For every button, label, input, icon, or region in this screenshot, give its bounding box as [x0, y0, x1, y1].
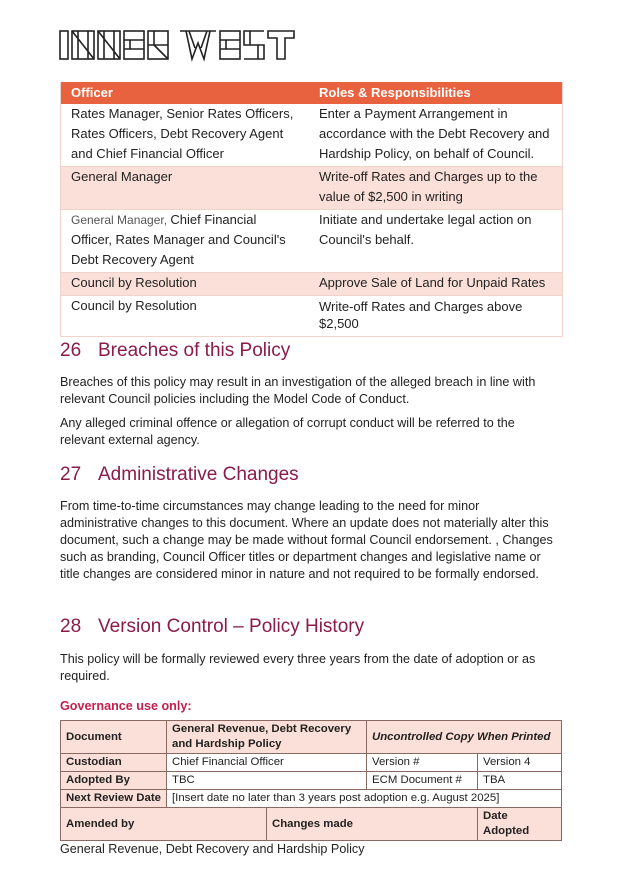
section-number: 26	[60, 340, 82, 361]
section-number: 27	[60, 464, 82, 485]
role-cell: Write-off Rates and Charges up to the value of $2,500 in writing	[309, 167, 563, 210]
officer-cell: General Manager	[61, 167, 310, 210]
custodian-value: Chief Financial Officer	[167, 754, 367, 772]
inner-west-logo	[58, 28, 298, 62]
section-number: 28	[60, 616, 82, 637]
table-row	[61, 721, 562, 754]
section-heading-27	[60, 464, 299, 486]
ecm-label: ECM Document #	[367, 772, 478, 790]
officer-cell: Rates Manager, Senior Rates Officers, Rates Officers, Debt Recovery Agent and Chief Financial Officer	[61, 104, 310, 167]
version-value: Version 4	[478, 754, 562, 772]
review-label: Next Review Date	[61, 790, 167, 808]
custodian-label: Custodian	[61, 754, 167, 772]
adopted-value: TBC	[167, 772, 367, 790]
table-row	[61, 754, 562, 772]
officer-cell: Council by Resolution	[61, 296, 310, 337]
table-row	[61, 772, 562, 790]
changes-label: Changes made	[266, 808, 477, 841]
section-title: Administrative Changes	[98, 464, 299, 485]
officer-cell: Council by Resolution	[61, 273, 310, 296]
role-cell: Enter a Payment Arrangement in accordance with the Debt Recovery and Hardship Policy, on behalf of Council.	[309, 104, 563, 167]
uncontrolled-note: Uncontrolled Copy When Printed	[367, 721, 562, 754]
section-heading-28	[60, 616, 364, 638]
version-label: Version #	[367, 754, 478, 772]
role-cell: Approve Sale of Land for Unpaid Rates	[309, 273, 563, 296]
adopted-label: Adopted By	[61, 772, 167, 790]
governance-heading: Governance use only:	[60, 699, 192, 713]
header-roles: Roles & Responsibilities	[309, 82, 563, 104]
table-row	[61, 273, 563, 296]
officer-text: Chief Financial Officer, Rates Manager and Council's Debt Recovery Agent	[71, 212, 286, 267]
table-row	[61, 790, 562, 808]
officer-prefix: General Manager,	[71, 213, 171, 227]
date-adopted-label: Date Adopted	[478, 808, 562, 841]
section-title: Version Control – Policy History	[98, 616, 365, 637]
ecm-value: TBA	[478, 772, 562, 790]
role-cell: Initiate and undertake legal action on Council's behalf.	[309, 210, 563, 273]
page-footer: General Revenue, Debt Recovery and Hardship Policy	[60, 842, 365, 856]
review-value: [Insert date no later than 3 years post adoption e.g. August 2025]	[167, 790, 562, 808]
table-row	[61, 167, 563, 210]
section-title: Breaches of this Policy	[98, 340, 291, 361]
document-value: General Revenue, Debt Recovery and Hardship Policy	[167, 721, 367, 754]
table-row	[61, 210, 563, 273]
paragraph: Any alleged criminal offence or allegation of corrupt conduct will be referred to the relevant external agency.	[60, 416, 515, 447]
role-cell: Write-off Rates and Charges above $2,500	[309, 296, 563, 337]
table-row	[61, 296, 563, 337]
paragraph: Breaches of this policy may result in an investigation of the alleged breach in line with relevant Council policies including the Model Code of Conduct.	[60, 375, 536, 406]
table-row	[61, 104, 563, 167]
governance-table	[60, 720, 562, 841]
officer-cell	[61, 210, 310, 273]
table-row	[61, 808, 562, 841]
amended-label: Amended by	[61, 808, 267, 841]
section-heading-26	[60, 340, 290, 362]
header-officer: Officer	[61, 82, 310, 104]
roles-header-row	[61, 82, 563, 104]
paragraph: From time-to-time circumstances may change leading to the need for minor administrative changes to this document. Where an update does not materially alter this document, such a change may be made without formal Council endorsement. , Changes such as branding, Council Officer titles or department changes and legislative name or title changes are considered minor in nature and not required to be formally endorsed.	[60, 499, 553, 581]
roles-table	[60, 82, 563, 337]
document-label: Document	[61, 721, 167, 754]
paragraph: This policy will be formally reviewed every three years from the date of adoption or as required.	[60, 652, 536, 683]
